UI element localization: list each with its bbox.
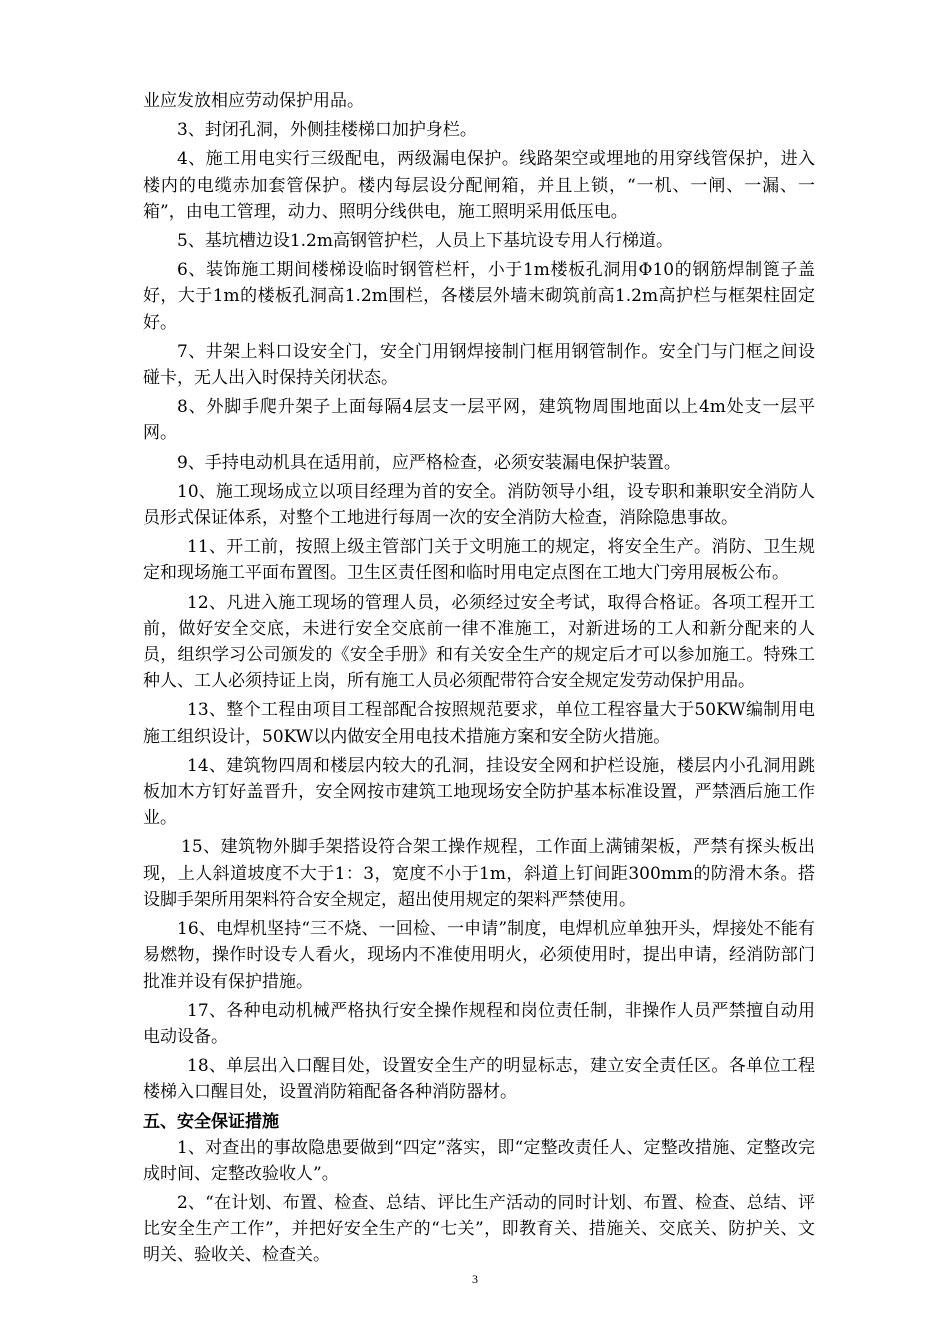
- paragraph-item-18: 18、单层出入口醒目处，设置安全生产的明显标志，建立安全责任区。各单位工程楼梯入口醒目处，设置消防箱配备各种消防器材。: [143, 1056, 815, 1103]
- paragraph-item-4: 4、施工用电实行三级配电，两级漏电保护。线路架空或埋地的用穿线管保护，进入楼内的电缆赤加套管保护。楼内每层设分配闸箱，并且上锁，“一机、一闸、一漏、一箱”，由电工管理，动力、照明分线供电，施工照明采用低压电。: [143, 149, 815, 222]
- paragraph-item-15: 15、建筑物外脚手架搭设符合架工操作规程，工作面上满铺架板，严禁有探头板出现，上人斜道坡度不大于1：3，宽度不小于1m，斜道上钉间距300mm的防滑木条。搭设脚手架所用架料符合安全规定，超出使用规定的架料严禁使用。: [143, 837, 815, 910]
- paragraph-item-12: 12、凡进入施工现场的管理人员，必须经过安全考试，取得合格证。各项工程开工前，做好安全交底，未进行安全交底前一律不准施工，对新进场的工人和新分配来的人员，组织学习公司颁发的《安全手册》和有关安全生产的规定后才可以参加施工。特殊工种人、工人必须持证上岗，所有施工人员必须配带符合安全规定发劳动保护用品。: [143, 592, 815, 692]
- paragraph-item-7: 7、井架上料口设安全门，安全门用钢焊接制门框用钢管制作。安全门与门框之间设碰卡，无人出入时保持关闭状态。: [143, 341, 815, 389]
- paragraph-item-13: 13、整个工程由项目工程部配合按照规范要求，单位工程容量大于50KW编制用电施工组织设计，50KW以内做安全用电技术措施方案和安全防火措施。: [143, 700, 815, 747]
- document-body: [143, 88, 815, 1272]
- paragraph-item-11: 11、开工前，按照上级主管部门关于文明施工的规定，将安全生产。消防、卫生规定和现场施工平面布置图。卫生区责任图和临时用电定点图在工地大门旁用展板公布。: [143, 537, 815, 584]
- section-heading: 五、安全保证措施: [143, 1111, 279, 1132]
- paragraph-item-17: 17、各种电动机械严格执行安全操作规程和岗位责任制，非操作人员严禁擅自动用电动设备。: [143, 1000, 815, 1047]
- section-paragraph-1: 1、对查出的事故隐患要做到“四定”落实，即“定整改责任人、定整改措施、定整改完成时间、定整改验收人”。: [143, 1137, 815, 1184]
- paragraph-item-8: 8、外脚手爬升架子上面每隔4层支一层平网，建筑物周围地面以上4m处支一层平网。: [143, 397, 815, 444]
- paragraph-item-10: 10、施工现场成立以项目经理为首的安全。消防领导小组，设专职和兼职安全消防人员形式保证体系，对整个工地进行每周一次的安全消防大检查，消除隐患事故。: [143, 481, 815, 529]
- paragraph-item-3: 3、封闭孔洞，外侧挂楼梯口加护身栏。: [177, 120, 477, 141]
- paragraph-item-14: 14、建筑物四周和楼层内较大的孔洞，挂设安全网和护栏设施，楼层内小孔洞用跳板加木方钉好盖晋升，安全网按市建筑工地现场安全防护基本标准设置，严禁酒后施工作业。: [143, 755, 815, 829]
- paragraph-item-9: 9、手持电动机具在适用前，应严格检查，必须安装漏电保护装置。: [177, 452, 681, 473]
- paragraph-continuation: 业应发放相应劳动保护用品。: [143, 91, 364, 111]
- paragraph-item-6: 6、装饰施工期间楼梯设临时钢管栏杆，小于1m楼板孔洞用Φ10的钢筋焊制篦子盖好，大于1m的楼板孔洞高1.2m围栏，各楼层外墙末砌筑前高1.2m高护栏与框架柱固定好。: [143, 260, 815, 333]
- paragraph-item-16: 16、电焊机坚持“三不烧、一回检、一申请”制度，电焊机应单独开头，焊接处不能有易燃物，操作时设专人看火，现场内不准使用明火，必须使用时，提出申请，经消防部门批准并设有保护措施。: [143, 919, 815, 992]
- section-paragraph-2: 2、“在计划、布置、检查、总结、评比生产活动的同时计划、布置、检查、总结、评比安全生产工作”，并把好安全生产的“七关”，即教育关、措施关、交底关、防护关、文明关、验收关、检查关。: [143, 1192, 815, 1266]
- paragraph-item-5: 5、基坑槽边设1.2m高钢管护栏，人员上下基坑设专用人行梯道。: [177, 231, 673, 252]
- page-number: 3: [472, 1272, 478, 1286]
